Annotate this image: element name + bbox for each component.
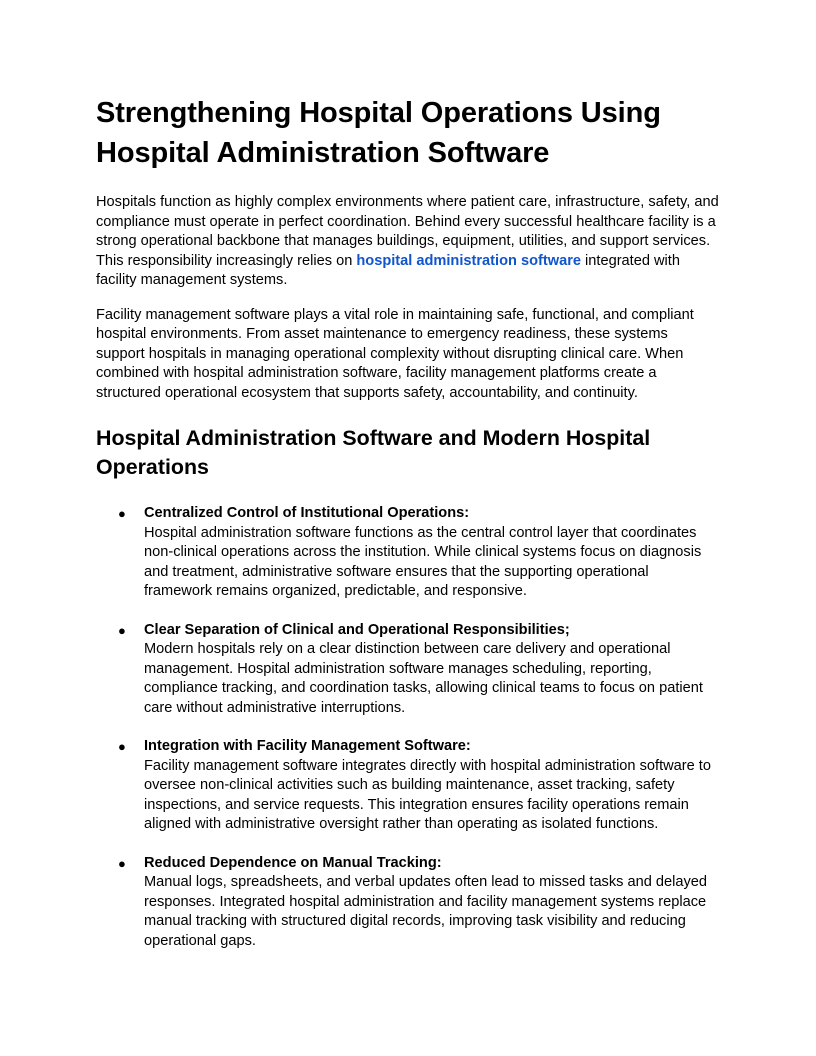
list-item [96, 621, 720, 719]
feature-list [96, 504, 720, 951]
bullet-icon: ● [118, 855, 126, 871]
document-page [96, 93, 720, 970]
bullet-icon: ● [118, 622, 126, 638]
intro-paragraph-1-text-before: Hospitals function as highly complex environments where patient care, infrastructure, safety, and compliance must operate in perfect coordination. Behind every successful healthcare facility is a strong operational backbone that manages buildings, equipment, utilities, and support services. This responsibility increasingly relies on [96, 194, 719, 269]
list-item-title: Reduced Dependence on Manual Tracking: [144, 854, 442, 871]
list-item-body: Hospital administration software functions as the central control layer that coordinates non-clinical operations across the institution. While clinical systems focus on diagnosis and treatment, administrative software ensures that the supporting operational framework remains organized, predictable, and responsive. [144, 524, 702, 599]
intro-paragraph-1 [96, 193, 720, 291]
hospital-administration-software-link[interactable]: hospital administration software [356, 252, 581, 269]
list-item-body: Manual logs, spreadsheets, and verbal updates often lead to missed tasks and delayed responses. Integrated hospital administration and facility management systems replace manual tracking with structured digital records, improving task visibility and reducing operational gaps. [144, 874, 708, 949]
list-item-title: Integration with Facility Management Software: [144, 738, 471, 754]
bullet-icon: ● [118, 739, 126, 754]
list-item-title: Clear Separation of Clinical and Operational Responsibilities; [144, 621, 570, 638]
intro-paragraph-2: Facility management software plays a vital role in maintaining safe, functional, and compliant hospital environments. From asset maintenance to emergency readiness, these systems support hospitals in managing operational complexity without disrupting clinical care. When combined with hospital administration software, facility management platforms create a structured operational ecosystem that supports safety, accountability, and continuity. [96, 306, 694, 401]
intro-paragraph-1-text-after: integrated with facility management systems. [96, 252, 680, 288]
section-heading: Hospital Administration Software and Modern Hospital Operations [96, 426, 651, 479]
list-item [96, 854, 720, 952]
bullet-icon: ● [118, 506, 126, 521]
page-title: Strengthening Hospital Operations Using Hospital Administration Software [96, 97, 661, 169]
list-item [96, 504, 720, 602]
list-item-body: Facility management software integrates directly with hospital administration software to oversee non-clinical activities such as building maintenance, asset tracking, safety inspections, and service requests. This integration ensures facility operations remain aligned with administrative oversight rather than operating as isolated functions. [144, 757, 711, 832]
list-item-body: Modern hospitals rely on a clear distinction between care delivery and operational management. Hospital administration software manages scheduling, reporting, compliance tracking, and coordination tasks, allowing clinical teams to focus on patient care without administrative interruptions. [144, 641, 703, 716]
list-item-title: Centralized Control of Institutional Operations: [144, 505, 470, 521]
list-item [96, 737, 720, 835]
